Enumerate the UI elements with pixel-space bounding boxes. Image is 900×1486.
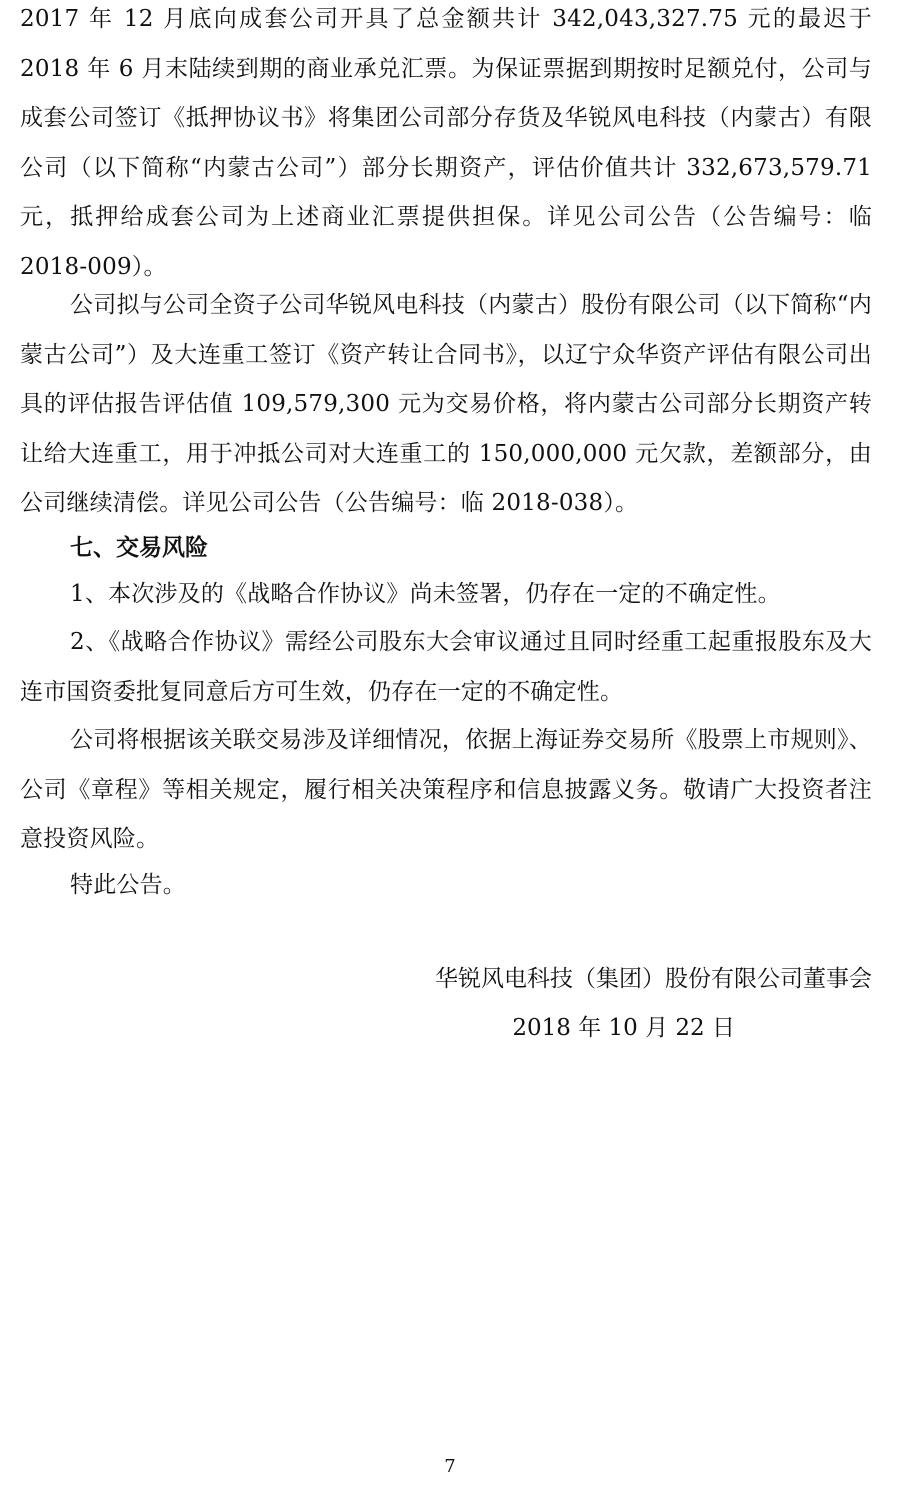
signature-company: 华锐风电科技（集团）股份有限公司董事会 (435, 966, 872, 992)
risk-item-1: 1、本次涉及的《战略合作协议》尚未签署，仍存在一定的不确定性。 (70, 581, 781, 607)
section-heading-transaction-risk: 七、交易风险 (70, 535, 208, 561)
announcement-end: 特此公告。 (70, 872, 186, 898)
paragraph-disclosure-notice: 公司将根据该关联交易涉及详细情况，依据上海证券交易所《股票上市规则》、公司《章程》等相关规定，履行相关决策程序和信息披露义务。敬请广大投资者注意投资风险。 (20, 727, 872, 852)
signature-date: 2018 年 10 月 22 日 (512, 1015, 735, 1041)
page-number: 7 (444, 1456, 456, 1477)
paragraph-asset-transfer: 公司拟与公司全资子公司华锐风电科技（内蒙古）股份有限公司（以下简称“内蒙古公司”）及大连重工签订《资产转让合同书》，以辽宁众华资产评估有限公司出具的评估报告评估值 109,579,300 元为交易价格，将内蒙古公司部分长期资产转让给大连重工，用于冲抵公司对大连重工的 150,000,000 元欠款，差额部分，由公司继续清偿。详见公司公告（公告编号：临 2018-038）。 (20, 292, 872, 516)
risk-item-2: 2、《战略合作协议》需经公司股东大会审议通过且同时经重工起重报股东及大连市国资委批复同意后方可生效，仍存在一定的不确定性。 (20, 629, 872, 705)
paragraph-mortgage-agreement: 2017 年 12 月底向成套公司开具了总金额共计 342,043,327.75 元的最迟于 2018 年 6 月末陆续到期的商业承兑汇票。为保证票据到期按时足额兑付，公司与成套公司签订《抵押协议书》将集团公司部分存货及华锐风电科技（内蒙古）有限公司（以下简称“内蒙古公司”）部分长期资产，评估价值共计 332,673,579.71 元，抵押给成套公司为上述商业汇票提供担保。详见公司公告（公告编号：临 2018-009）。 (20, 6, 872, 280)
